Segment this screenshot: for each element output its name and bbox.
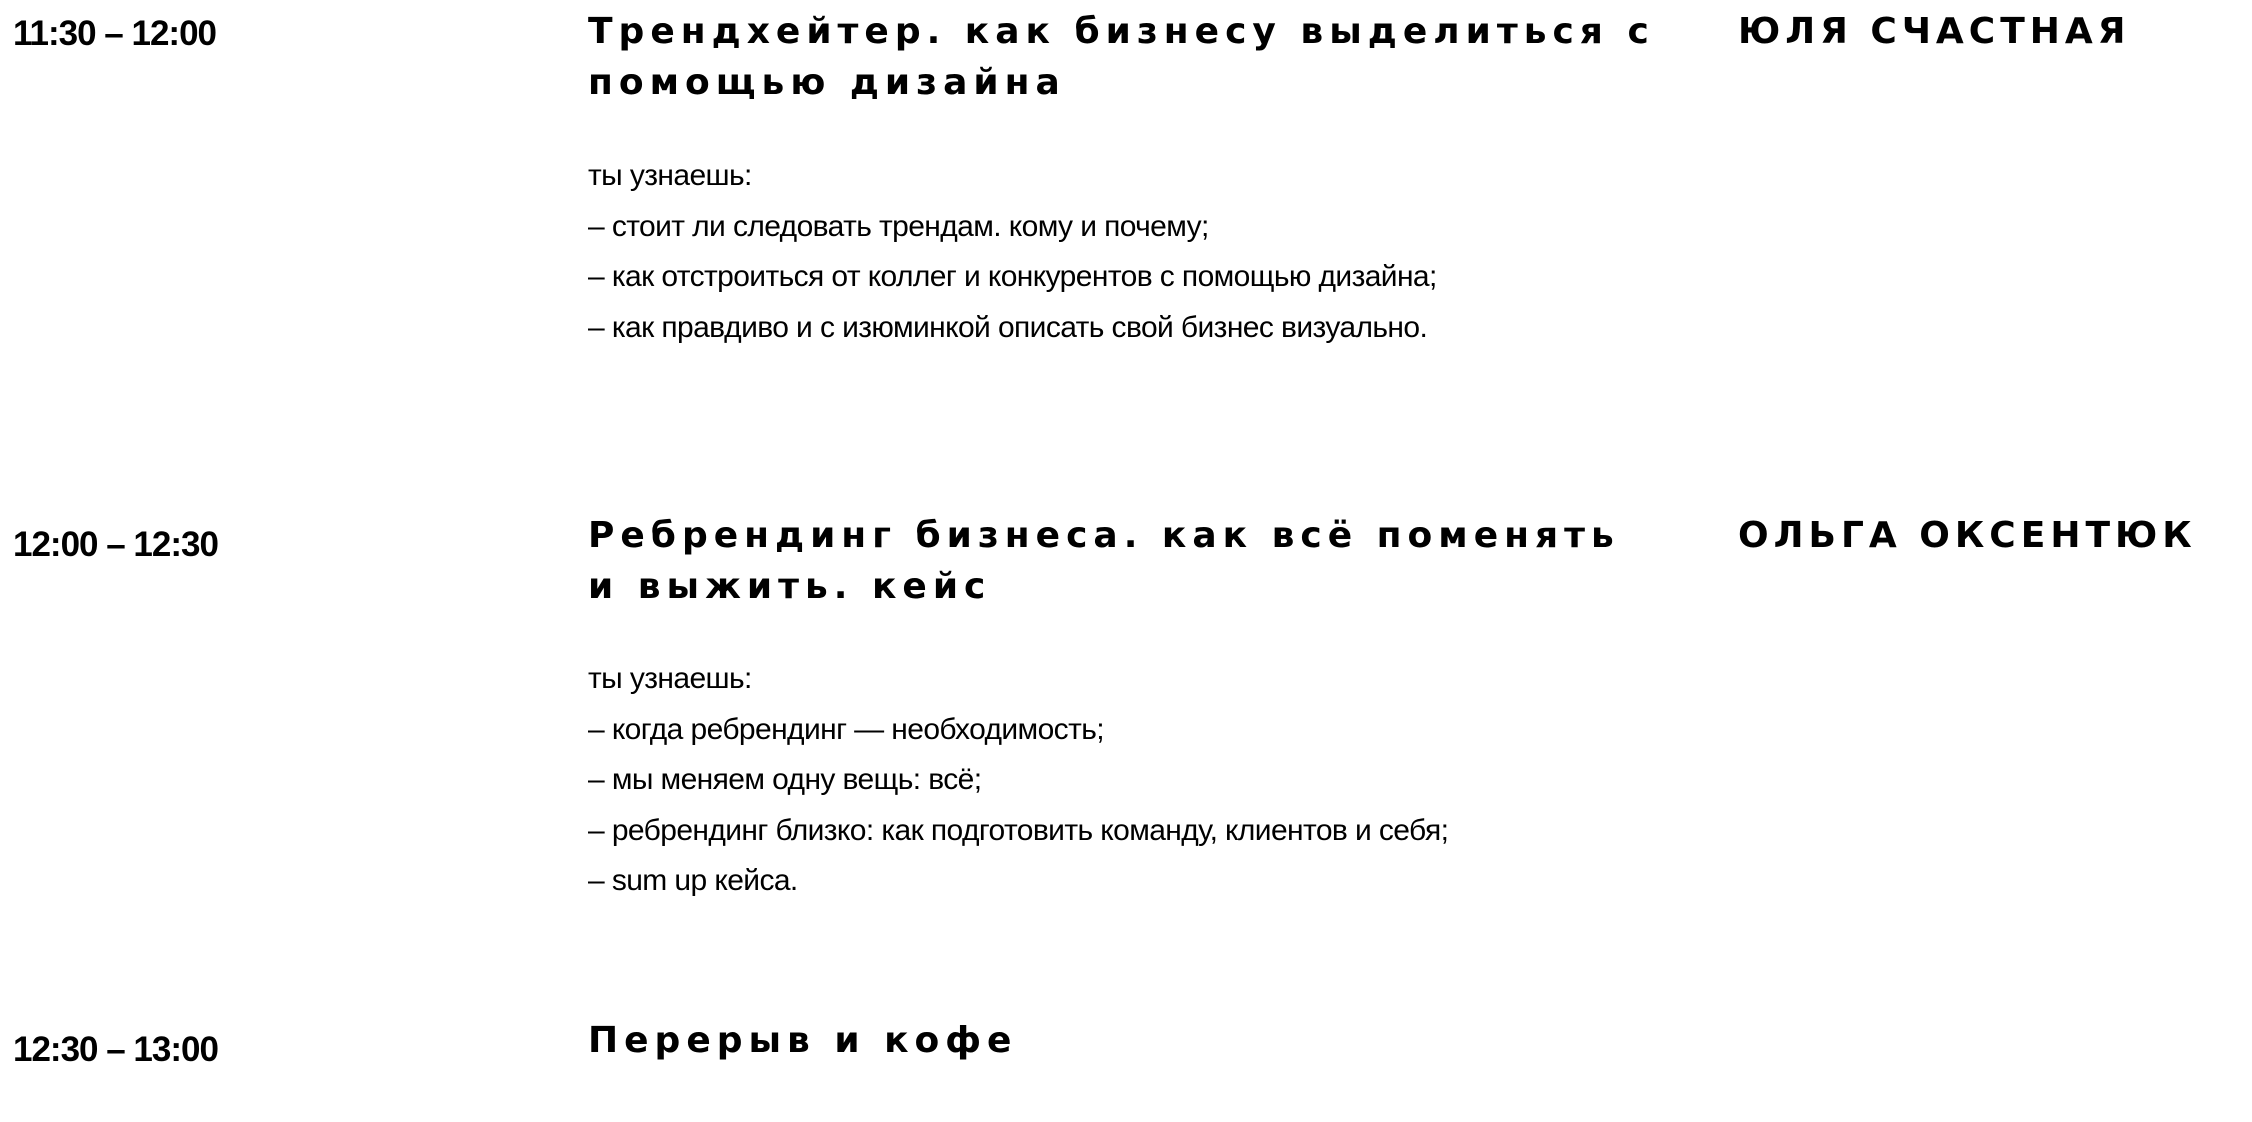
description-point: – стоит ли следовать трендам. кому и почему; — [588, 209, 1209, 243]
description-point: – мы меняем одну вещь: всё; — [588, 763, 982, 797]
description-point: – когда ребрендинг — необходимость; — [588, 712, 1104, 746]
session-description — [588, 151, 1437, 353]
session-time: 12:30 – 13:00 — [13, 1030, 218, 1069]
session-time: 11:30 – 12:00 — [13, 14, 217, 53]
description-intro: ты узнаешь: — [588, 662, 752, 695]
session-time: 12:00 – 12:30 — [13, 525, 218, 564]
description-intro: ты узнаешь: — [588, 159, 752, 192]
session-title: Перерыв и кофе — [588, 1020, 1018, 1061]
description-point: – ребрендинг близко: как подготовить команду, клиентов и себя; — [588, 813, 1449, 847]
speaker-name: ОЛЬГА ОКСЕНТЮК — [1738, 515, 2197, 556]
session-title: Ребрендинг бизнеса. как всё поменять и выжить. кейс — [588, 515, 1620, 607]
speaker-name: ЮЛЯ СЧАСТНАЯ — [1738, 11, 2131, 52]
description-point: – как правдиво и с изюминкой описать свой бизнес визуально. — [588, 310, 1428, 344]
description-point: – sum up кейса. — [588, 864, 798, 898]
description-point: – как отстроиться от коллег и конкурентов с помощью дизайна; — [588, 260, 1437, 294]
session-description — [588, 654, 1448, 907]
session-title: Трендхейтер. как бизнесу выделиться с помощью дизайна — [588, 11, 1655, 103]
